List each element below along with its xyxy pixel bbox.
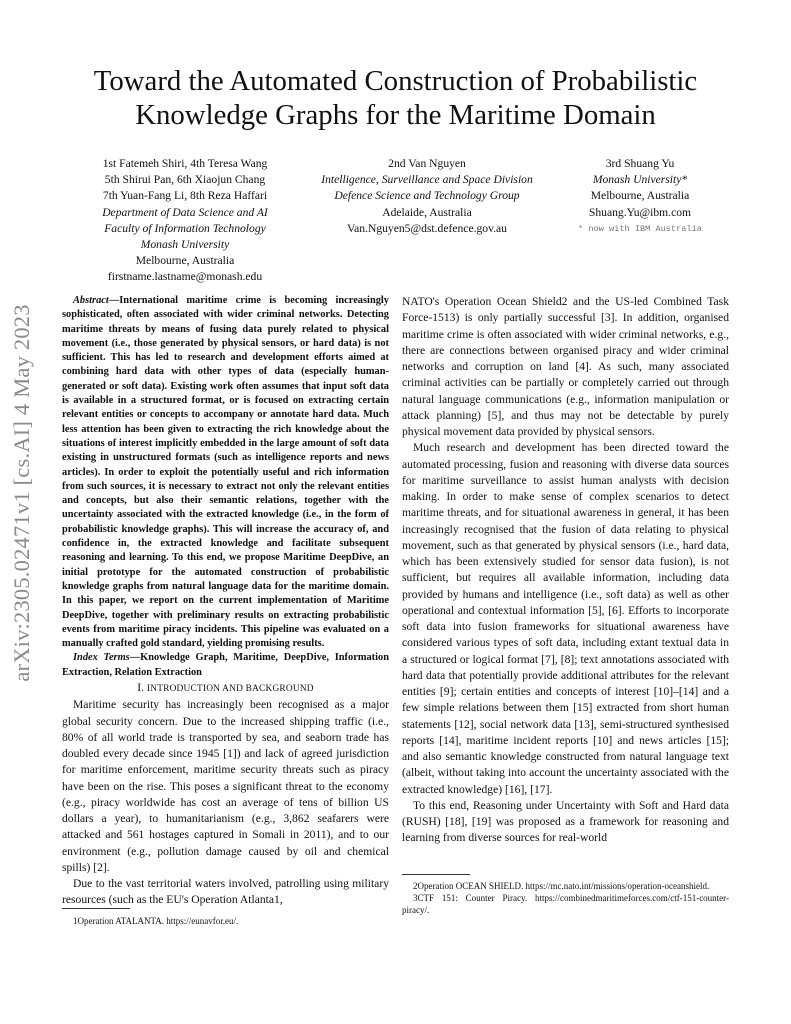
affiliation-location: Melbourne, Australia <box>590 189 690 203</box>
author-block-1 <box>70 156 300 286</box>
arxiv-stamp <box>2 283 42 703</box>
right-column <box>402 294 729 847</box>
affiliation-university: Monash University <box>140 238 230 252</box>
affiliation-university: Monash University* <box>592 173 688 187</box>
author-line: 5th Shirui Pan, 6th Xiaojun Chang <box>104 173 266 187</box>
author-line: 2nd Van Nguyen <box>388 157 466 170</box>
index-terms <box>62 651 389 680</box>
author-line: 1st Fatemeh Shiri, 4th Teresa Wang <box>102 157 268 170</box>
index-terms-label: Index Terms <box>73 652 130 664</box>
paragraph: Due to the vast territorial waters involved, patrolling using military resources (such as the EU's Operation Atlanta1, <box>62 877 389 907</box>
arxiv-id-text: arXiv:2305.02471v1 [cs.AI] 4 May 2023 <box>9 304 34 682</box>
footnote-left <box>62 915 389 927</box>
affiliation-location: Melbourne, Australia <box>135 254 235 268</box>
paragraph: NATO's Operation Ocean Shield2 and the US-led Combined Task Force-1513) is only partially successful [3]. In addition, organised maritime crime is often associated with wider criminal networks, e.g., there are connections between organised piracy and wider criminal networks and corruption on land [4]. As such, many associated criminal activities can be partially or completely carried out through natural language communications (e.g., information manipulation or attack planning) [5], and thus may not be detectable by purely physical movement data provided by physical sensors. <box>402 295 729 438</box>
index-terms-text: —Knowledge Graph, Maritime, DeepDive, Information Extraction, Relation Extraction <box>62 652 389 678</box>
author-email: Shuang.Yu@ibm.com <box>588 205 692 219</box>
paragraph: Much research and development has been directed toward the automated processing, fusion and reasoning with diverse data sources for maritime surveillance to assist human analysts with decision making. In order to make sense of complex scenarios to detect maritime threats, and for situational awareness in general, it has been increasingly recognised that the fusion of data relating to physical movement, such as that generated by physical sensors (i.e., hard data, which has been extensively studied for sensor data fusion), is not sufficient, but requires all available information, including data provided by humans and intelligence (i.e., soft data) as well as other operational and contextual information [5], [6]. Efforts to incorporate soft data into fusion frameworks for situational awareness have considered various types of soft data, including extant textual data in a structured or logical format [7], [8]; text annotations associated with hard data that potentially provide additional attributes for the relevant entities [9]; certain entities and concepts of interest [10]–[14] and a few simple relations between them [15] extracted from short human statements [12], social network data [13], semi-structured synthesised reports [14], maritime incident reports [10] and news articles [15]; and also semantic knowledge constructed from natural language text (albeit, without taking into account the uncertainty associated with the extracted knowledge) [16], [17]. <box>402 441 729 796</box>
affiliation-location: Adelaide, Australia <box>382 205 472 219</box>
affiliation-group: Defence Science and Technology Group <box>334 189 520 203</box>
author-block-3 <box>560 156 720 237</box>
author-email: Van.Nguyen5@dst.defence.gov.au <box>347 221 507 235</box>
title-line-2: Knowledge Graphs for the Maritime Domain <box>135 99 656 131</box>
author-note: * now with IBM Australia <box>578 223 702 234</box>
section-heading <box>62 680 389 697</box>
footnote-rule <box>402 874 470 875</box>
affiliation-department: Department of Data Science and AI <box>102 205 268 219</box>
footnote-2: 2Operation OCEAN SHIELD. https://mc.nato.int/missions/operation-oceanshield. <box>413 881 710 891</box>
footnote-3: 3CTF 151: Counter Piracy. https://combinedmaritimeforces.com/ctf-151-counter-piracy/. <box>402 893 729 916</box>
title-line-1: Toward the Automated Construction of Probabilistic <box>93 65 698 97</box>
affiliation-faculty: Faculty of Information Technology <box>104 221 266 235</box>
abstract-label: Abstract <box>73 295 109 306</box>
footnotes-right <box>402 880 729 917</box>
author-email: firstname.lastname@monash.edu <box>107 270 263 284</box>
author-line: 3rd Shuang Yu <box>605 157 675 170</box>
affiliation-division: Intelligence, Surveillance and Space Division <box>321 173 533 187</box>
section-number: I. <box>137 681 147 695</box>
left-column <box>62 294 389 909</box>
section-title: INTRODUCTION AND BACKGROUND <box>146 684 314 695</box>
abstract <box>62 294 389 651</box>
footnote-1: 1Operation ATALANTA. https://eunavfor.eu/. <box>73 916 239 926</box>
author-block-2 <box>296 156 558 237</box>
paragraph: Maritime security has increasingly been recognised as a major global security concern. Due to the increased shipping traffic (i.e., 80% of all world trade is transported by sea, and seaborn trade has doubled every decade since 1945 [1]) and lack of agreed jurisdiction for maritime enforcement, maritime security threats such as piracy have been on the rise. This poses a significant threat to the economy (e.g., piracy worldwide has cost an average of tens of billion US dollars a year), to humanitarianism (e.g., 3,862 seafarers were attacked and 561 hostages captured in Somali in 2011), and to our environment (e.g., pollution damage caused by oil and chemical spills) [2]. <box>62 698 389 874</box>
footnote-rule <box>62 908 130 909</box>
paragraph: To this end, Reasoning under Uncertainty with Soft and Hard data (RUSH) [18], [19] was proposed as a framework for reasoning and learning from diverse sources for real-world <box>402 798 729 845</box>
author-line: 7th Yuan-Fang Li, 8th Reza Haffari <box>102 189 268 203</box>
abstract-text: —International maritime crime is becoming increasingly sophisticated, often associated with wider criminal networks. Detecting maritime threats by means of fusing data purely related to physical movement (i.e., those generated by physical sensors, or hard data) is not sufficient. This has led to research and development efforts aimed at combining hard data with other types of data (especially human-generated or soft data). Existing work often assumes that input soft data is available in a structured format, or is focused on extracting certain relevant entities or concepts to accompany or annotate hard data. Much less attention has been given to extracting the rich knowledge about the situations of interest implicitly embedded in the large amount of soft data existing in unstructured formats (such as intelligence reports and news articles). In order to exploit the potentially useful and rich information from such sources, it is necessary to extract not only the relevant entities and concepts, but also their semantic relations, together with the uncertainty associated with the extracted knowledge (i.e., in the form of probabilistic knowledge graphs). This will increase the accuracy of, and confidence in, the extracted knowledge and facilitate subsequent reasoning and learning. To this end, we propose Maritime DeepDive, an initial prototype for the automated construction of probabilistic knowledge graphs from natural language data for the maritime domain. In this paper, we report on the current implementation of Maritime DeepDive, together with preliminary results on extracting probabilistic events from maritime piracy incidents. This pipeline was evaluated on a manually crafted gold standard, yielding promising results. <box>62 295 389 650</box>
paper-title <box>40 64 751 132</box>
